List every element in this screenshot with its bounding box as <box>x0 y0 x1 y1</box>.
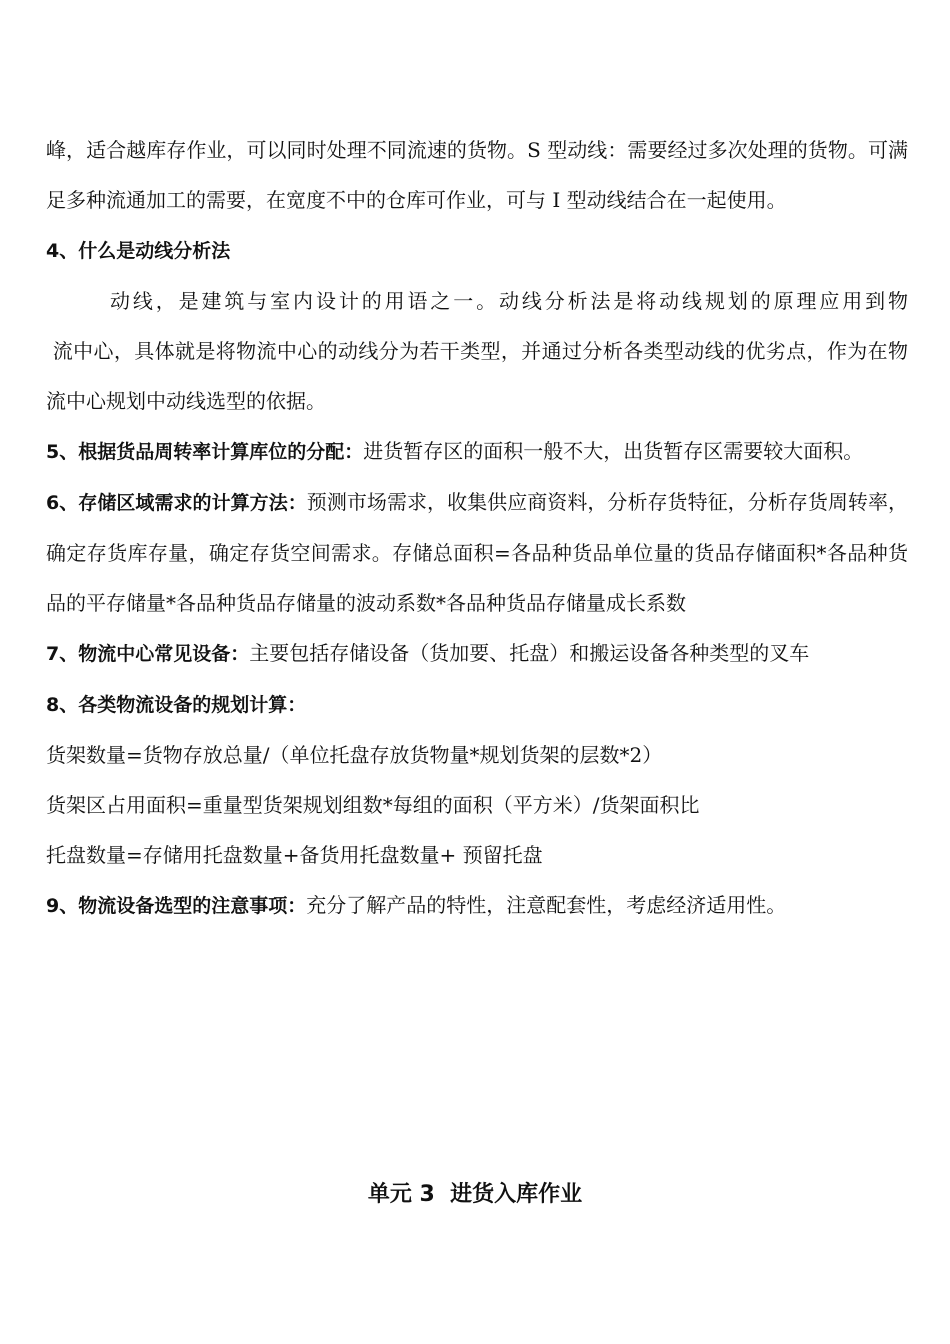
question-6 <box>46 477 908 628</box>
question-7 <box>46 628 908 679</box>
formula-pallet-count: 托盘数量=存储用托盘数量+备货用托盘数量+ 预留托盘 <box>46 843 543 867</box>
section-title: 单元 3 进货入库作业 <box>367 1182 583 1207</box>
question-4-heading: 4、什么是动线分析法 <box>46 240 231 262</box>
paragraph-continued: 峰，适合越库存作业，可以同时处理不同流速的货物。S 型动线：需要经过多次处理的货物。可满足多种流通加工的需要，在宽度不中的仓库可作业，可与 I 型动线结合在一起使用。 <box>46 138 908 212</box>
formula-rack-area: 货架区占用面积=重量型货架规划组数*每组的面积（平方米）/货架面积比 <box>46 793 700 817</box>
question-5-heading: 5、根据货品周转率计算库位的分配： <box>46 441 364 463</box>
question-7-heading: 7、物流中心常见设备： <box>46 643 250 665</box>
document-body <box>46 125 908 931</box>
question-9 <box>46 880 908 931</box>
question-5 <box>46 426 908 477</box>
question-9-heading: 9、物流设备选型的注意事项： <box>46 895 307 917</box>
question-6-heading: 6、存储区域需求的计算方法： <box>46 492 307 514</box>
answer-4-line-1: 动线，是建筑与室内设计的用语之一。动线分析法是将动线规划的原理应用到物 <box>110 289 908 313</box>
answer-5: 进货暂存区的面积一般不大，出货暂存区需要较大面积。 <box>363 439 864 463</box>
question-8 <box>46 679 908 730</box>
question-8-heading: 8、各类物流设备的规划计算： <box>46 694 307 716</box>
answer-6: 预测市场需求，收集供应商资料，分析存货特征，分析存货周转率，确定存货库存量，确定存货空间需求。存储总面积=各品种货品单位量的货品存储面积*各品种货品的平存储量*各品种货品存储量的波动系数*各品种货品存储量成长系数 <box>46 490 908 615</box>
question-4 <box>46 225 908 276</box>
answer-9: 充分了解产品的特性，注意配套性，考虑经济适用性。 <box>306 893 787 917</box>
answer-7: 主要包括存储设备（货加要、托盘）和搬运设备各种类型的叉车 <box>249 641 810 665</box>
answer-4-rest: 流中心，具体就是将物流中心的动线分为若干类型，并通过分析各类型动线的优劣点，作为在物流中心规划中动线选型的依据。 <box>46 339 909 413</box>
formula-rack-count: 货架数量=货物存放总量/（单位托盘存放货物量*规划货架的层数*2） <box>46 743 663 767</box>
